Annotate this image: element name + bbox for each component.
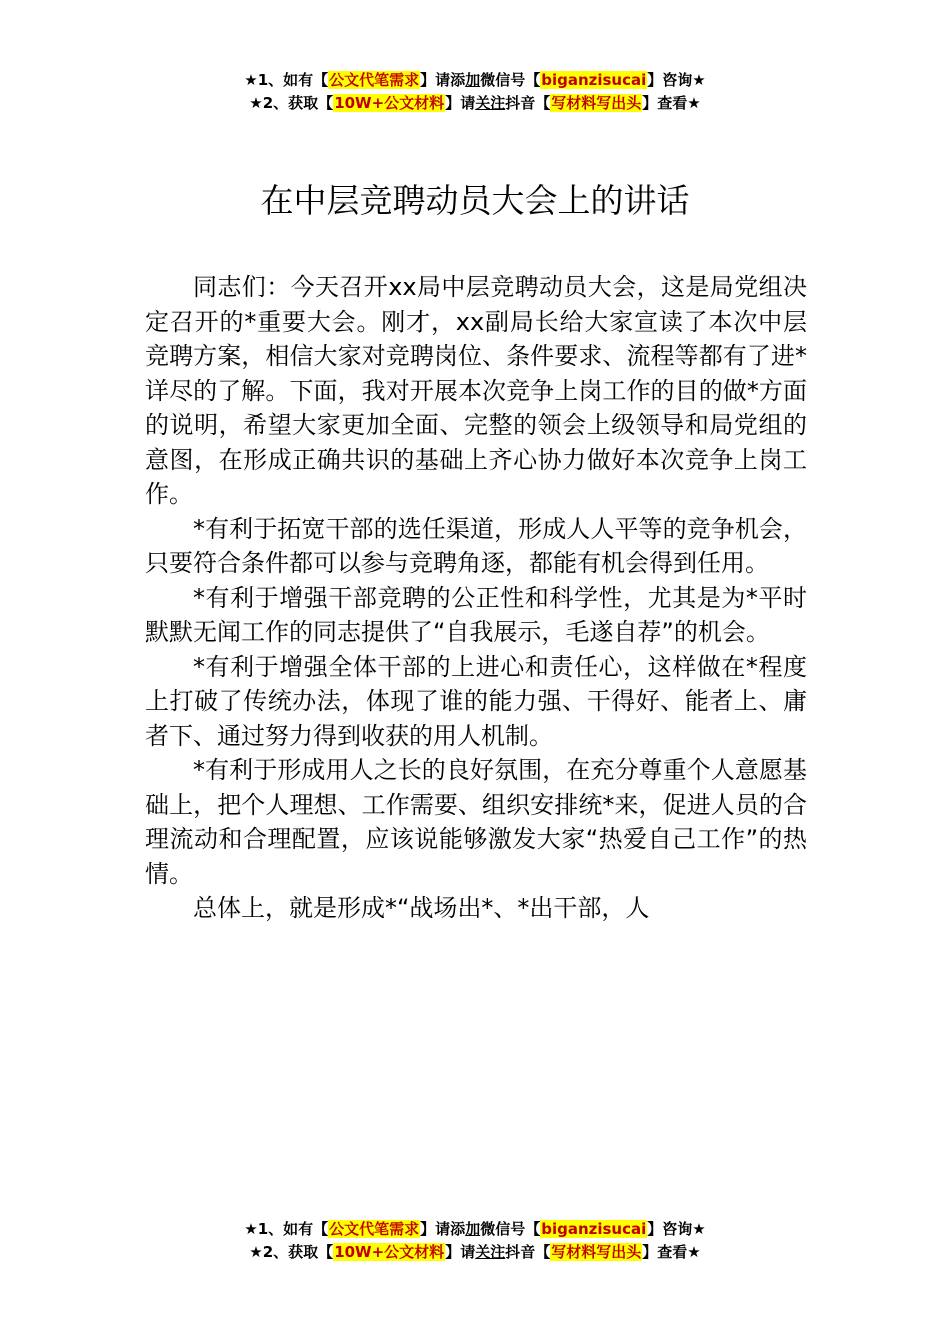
header-banner: [0, 69, 950, 115]
document-title: 在中层竞聘动员大会上的讲话: [260, 181, 690, 220]
paragraph: 总体上，就是形成*“战场出*、*出干部，人: [193, 894, 650, 922]
highlight-wechat-id: biganzisucai: [541, 71, 647, 89]
paragraph: *有利于拓宽干部的选任渠道，形成人人平等的竞争机会，只要符合条件都可以参与竞聘角逐，都能有机会得到任用。: [145, 514, 807, 577]
highlight-materials: 10W+公文材料: [334, 94, 445, 112]
paragraph: *有利于形成用人之长的良好氛围，在充分尊重个人意愿基础上，把个人理想、工作需要、组织安排统*来，促进人员的合理流动和合理配置，应该说能够激发大家“热爱自己工作”的热情。: [145, 756, 807, 888]
highlight-materials: 10W+公文材料: [334, 1243, 445, 1261]
paragraph: 同志们：今天召开xx局中层竞聘动员大会，这是局党组决定召开的*重要大会。刚才，xx副局长给大家宣读了本次中层竞聘方案，相信大家对竞聘岗位、条件要求、流程等都有了进*详尽的了解。下面，我对开展本次竞争上岗工作的目的做*方面的说明，希望大家更加全面、完整的领会上级领导和局党组的意图，在形成正确共识的基础上齐心协力做好本次竞争上岗工作。: [145, 273, 807, 508]
banner-line-1: ★1、如有【公文代笔需求】请添加微信号【biganzisucai】咨询★: [244, 1220, 706, 1238]
paragraph: *有利于增强全体干部的上进心和责任心，这样做在*程度上打破了传统办法，体现了谁的能力强、干得好、能者上、庸者下、通过努力得到收获的用人机制。: [145, 652, 807, 750]
banner-line-2: ★2、获取【10W+公文材料】请关注抖音【写材料写出头】查看★: [249, 1243, 701, 1261]
highlight-wechat-id: biganzisucai: [541, 1220, 647, 1238]
highlight-service: 公文代笔需求: [329, 1220, 420, 1238]
highlight-service: 公文代笔需求: [329, 71, 420, 89]
paragraph: *有利于增强干部竞聘的公正性和科学性，尤其是为*平时默默无闻工作的同志提供了“自我展示，毛遂自荐”的机会。: [145, 583, 807, 646]
banner-line-1: ★1、如有【公文代笔需求】请添加微信号【biganzisucai】咨询★: [244, 71, 706, 89]
banner-line-2: ★2、获取【10W+公文材料】请关注抖音【写材料写出头】查看★: [249, 94, 701, 112]
document-body: [145, 270, 807, 926]
highlight-douyin: 写材料写出头: [551, 1243, 642, 1261]
footer-banner: [0, 1218, 950, 1264]
highlight-douyin: 写材料写出头: [551, 94, 642, 112]
